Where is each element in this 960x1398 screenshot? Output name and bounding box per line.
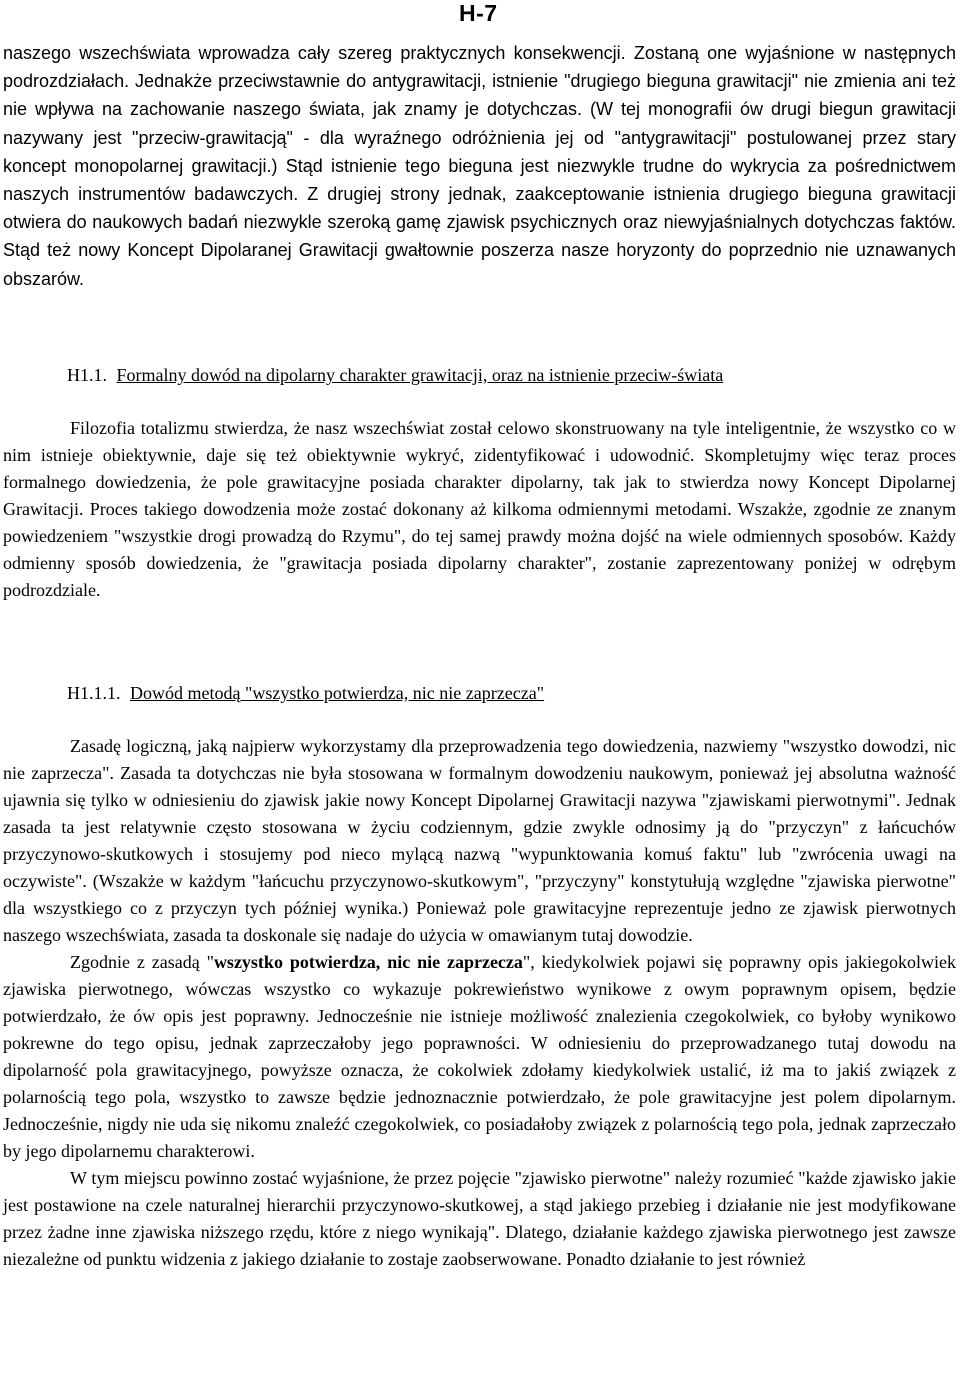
body-paragraph: Filozofia totalizmu stwierdza, że nasz wszechświat został celowo skonstruowany na tyle inteligentnie, że wszystko co w nim istnieje obiektywnie, daje się też obiektywnie wykryć, zidentyfikować i udowodnić. Skompletujmy więc teraz proces formalnego dowiedzenia, że pole grawitacyjne posiada charakter dipolarny, tak jak to stwierdza nowy Koncept Dipolarnej Grawitacji. Proces takiego dowodzenia może zostać dokonany aż kilkoma odmiennymi metodami. Wszakże, zgodnie ze znanym powiedzeniem "wszystkie drogi prowadzą do Rzymu", do tej samej prawdy można dojść na wiele odmiennych sposobów. Każdy odmienny sposób dowiedzenia, że "grawitacja posiada dipolarny charakter", zostanie zaprezentowany poniżej w odrębym podrozdziale. [3, 418, 956, 600]
body-paragraph: W tym miejscu powinno zostać wyjaśnione, że przez pojęcie "zjawisko pierwotne" należy rozumieć "każde zjawisko jakie jest postawione na czele naturalnej hierarchii przyczynowo-skutkowej, a stąd jakiego przebieg i działanie nie jest modyfikowane przez żadne inne zjawiska niższego rzędu, które z niego wynikają". Dlatego, działanie każdego zjawiska pierwotnego jest zawsze niezależne od punktu widzenia z jakiego działanie to zostaje zaobserwowane. Ponadto działanie to jest również [3, 1168, 956, 1269]
paragraph-lead: Zgodnie z zasadą " [70, 952, 214, 972]
section-heading-h1-1 [67, 362, 723, 389]
section-title: Dowód metodą "wszystko potwierdza, nic nie zaprzecza" [130, 683, 545, 703]
section-title: Formalny dowód na dipolarny charakter grawitacji, oraz na istnienie przeciw-świata [116, 365, 724, 385]
section-heading-h1-1-1 [67, 680, 544, 707]
section-number: H1.1.1. [67, 683, 121, 703]
body-paragraph: Zasadę logiczną, jaką najpierw wykorzystamy dla przeprowadzenia tego dowiedzenia, nazwiemy "wszystko dowodzi, nic nie zaprzecza". Zasada ta dotychczas nie była stosowana w formalnym dowodzeniu naukowym, ponieważ jej absolutna ważność ujawnia się tylko w odniesieniu do zjawisk jakie nowy Koncept Dipolarnej Grawitacji nazywa "zjawiskami pierwotnymi". Jednak zasada ta jest relatywnie często stosowana w życiu codziennym, gdzie zwykle odnosimy ją do "przyczyn" z łańcuchów przyczynowo-skutkowych i stosujemy pod nieco mylącą nazwą "wypunktowania komuś faktu" lub "zwrócenia uwagi na oczywiste". (Wszakże w każdym "łańcuchu przyczynowo-skutkowym", "przyczyny" konstytułują względne "zjawiska pierwotne" dla wszystkiego co z przyczyn tych później wynika.) Ponieważ pole grawitacyjne reprezentuje jedno ze zjawisk pierwotnych naszego wszechświata, zasada ta doskonale się nadaje do użycia w omawianym tutaj dowodzie. [3, 736, 956, 945]
principle-name: wszystko potwierdza, nic nie zaprzecza [213, 952, 523, 972]
body-paragraph [3, 949, 956, 1165]
section-body-h1-1 [3, 415, 956, 604]
section-number: H1.1. [67, 365, 107, 385]
paragraph-rest: ", kiedykolwiek pojawi się poprawny opis jakiegokolwiek zjawiska pierwotnego, wówczas wszystko co wykazuje pokrewieństwo wynikowe z owym poprawnym opisem, będzie potwierdzało, że ów opis jest poprawny. Jednocześnie nie istnieje możliwość znalezienia czegokolwiek, co byłoby wynikowo pokrewne do tego opisu, jednak zaprzeczałoby jego poprawności. W odniesieniu do przeprowadzanego tutaj dowodu na dipolarność pola grawitacyjnego, powyższe oznacza, że cokolwiek zdołamy kiedykolwiek ustalić, iż ma to jakiś związek z polarnością tego pola, wszystko to zawsze będzie jednoznacznie potwierdzało, że pole grawitacyjne jest polem dipolarnym. Jednocześnie, nigdy nie uda się nikomu znaleźć czegokolwiek, co posiadałoby związek z polarnością tego pola, jednak zaprzeczało by jego dipolarnemu charakterowi. [3, 952, 956, 1161]
section-body-h1-1-1 [3, 733, 956, 1273]
page-number-header: H-7 [459, 0, 498, 26]
intro-paragraph: naszego wszechświata wprowadza cały szereg praktycznych konsekwencji. Zostaną one wyjaśnione w następnych podrozdziałach. Jednakże przeciwstawnie do antygrawitacji, istnienie "drugiego bieguna grawitacji" nie zmienia ani też nie wpływa na zachowanie naszego świata, jak znamy je dotychczas. (W tej monografii ów drugi biegun grawitacji nazywany jest "przeciw-grawitacją" - dla wyraźnego odróżnienia jej od "antygrawitacji" postulowanej przez stary koncept monopolarnej grawitacji.) Stąd istnienie tego bieguna jest niezwykle trudne do wykrycia za pośrednictwem naszych instrumentów badawczych. Z drugiej strony jednak, zaakceptowanie istnienia drugiego bieguna grawitacji otwiera do naukowych badań niezwykle szeroką gamę zjawisk psychicznych oraz niewyjaśnialnych dotychczas faktów. Stąd też nowy Koncept Dipolaranej Grawitacji gwałtownie poszerza nasze horyzonty do poprzednio nie uznawanych obszarów. [3, 43, 956, 289]
